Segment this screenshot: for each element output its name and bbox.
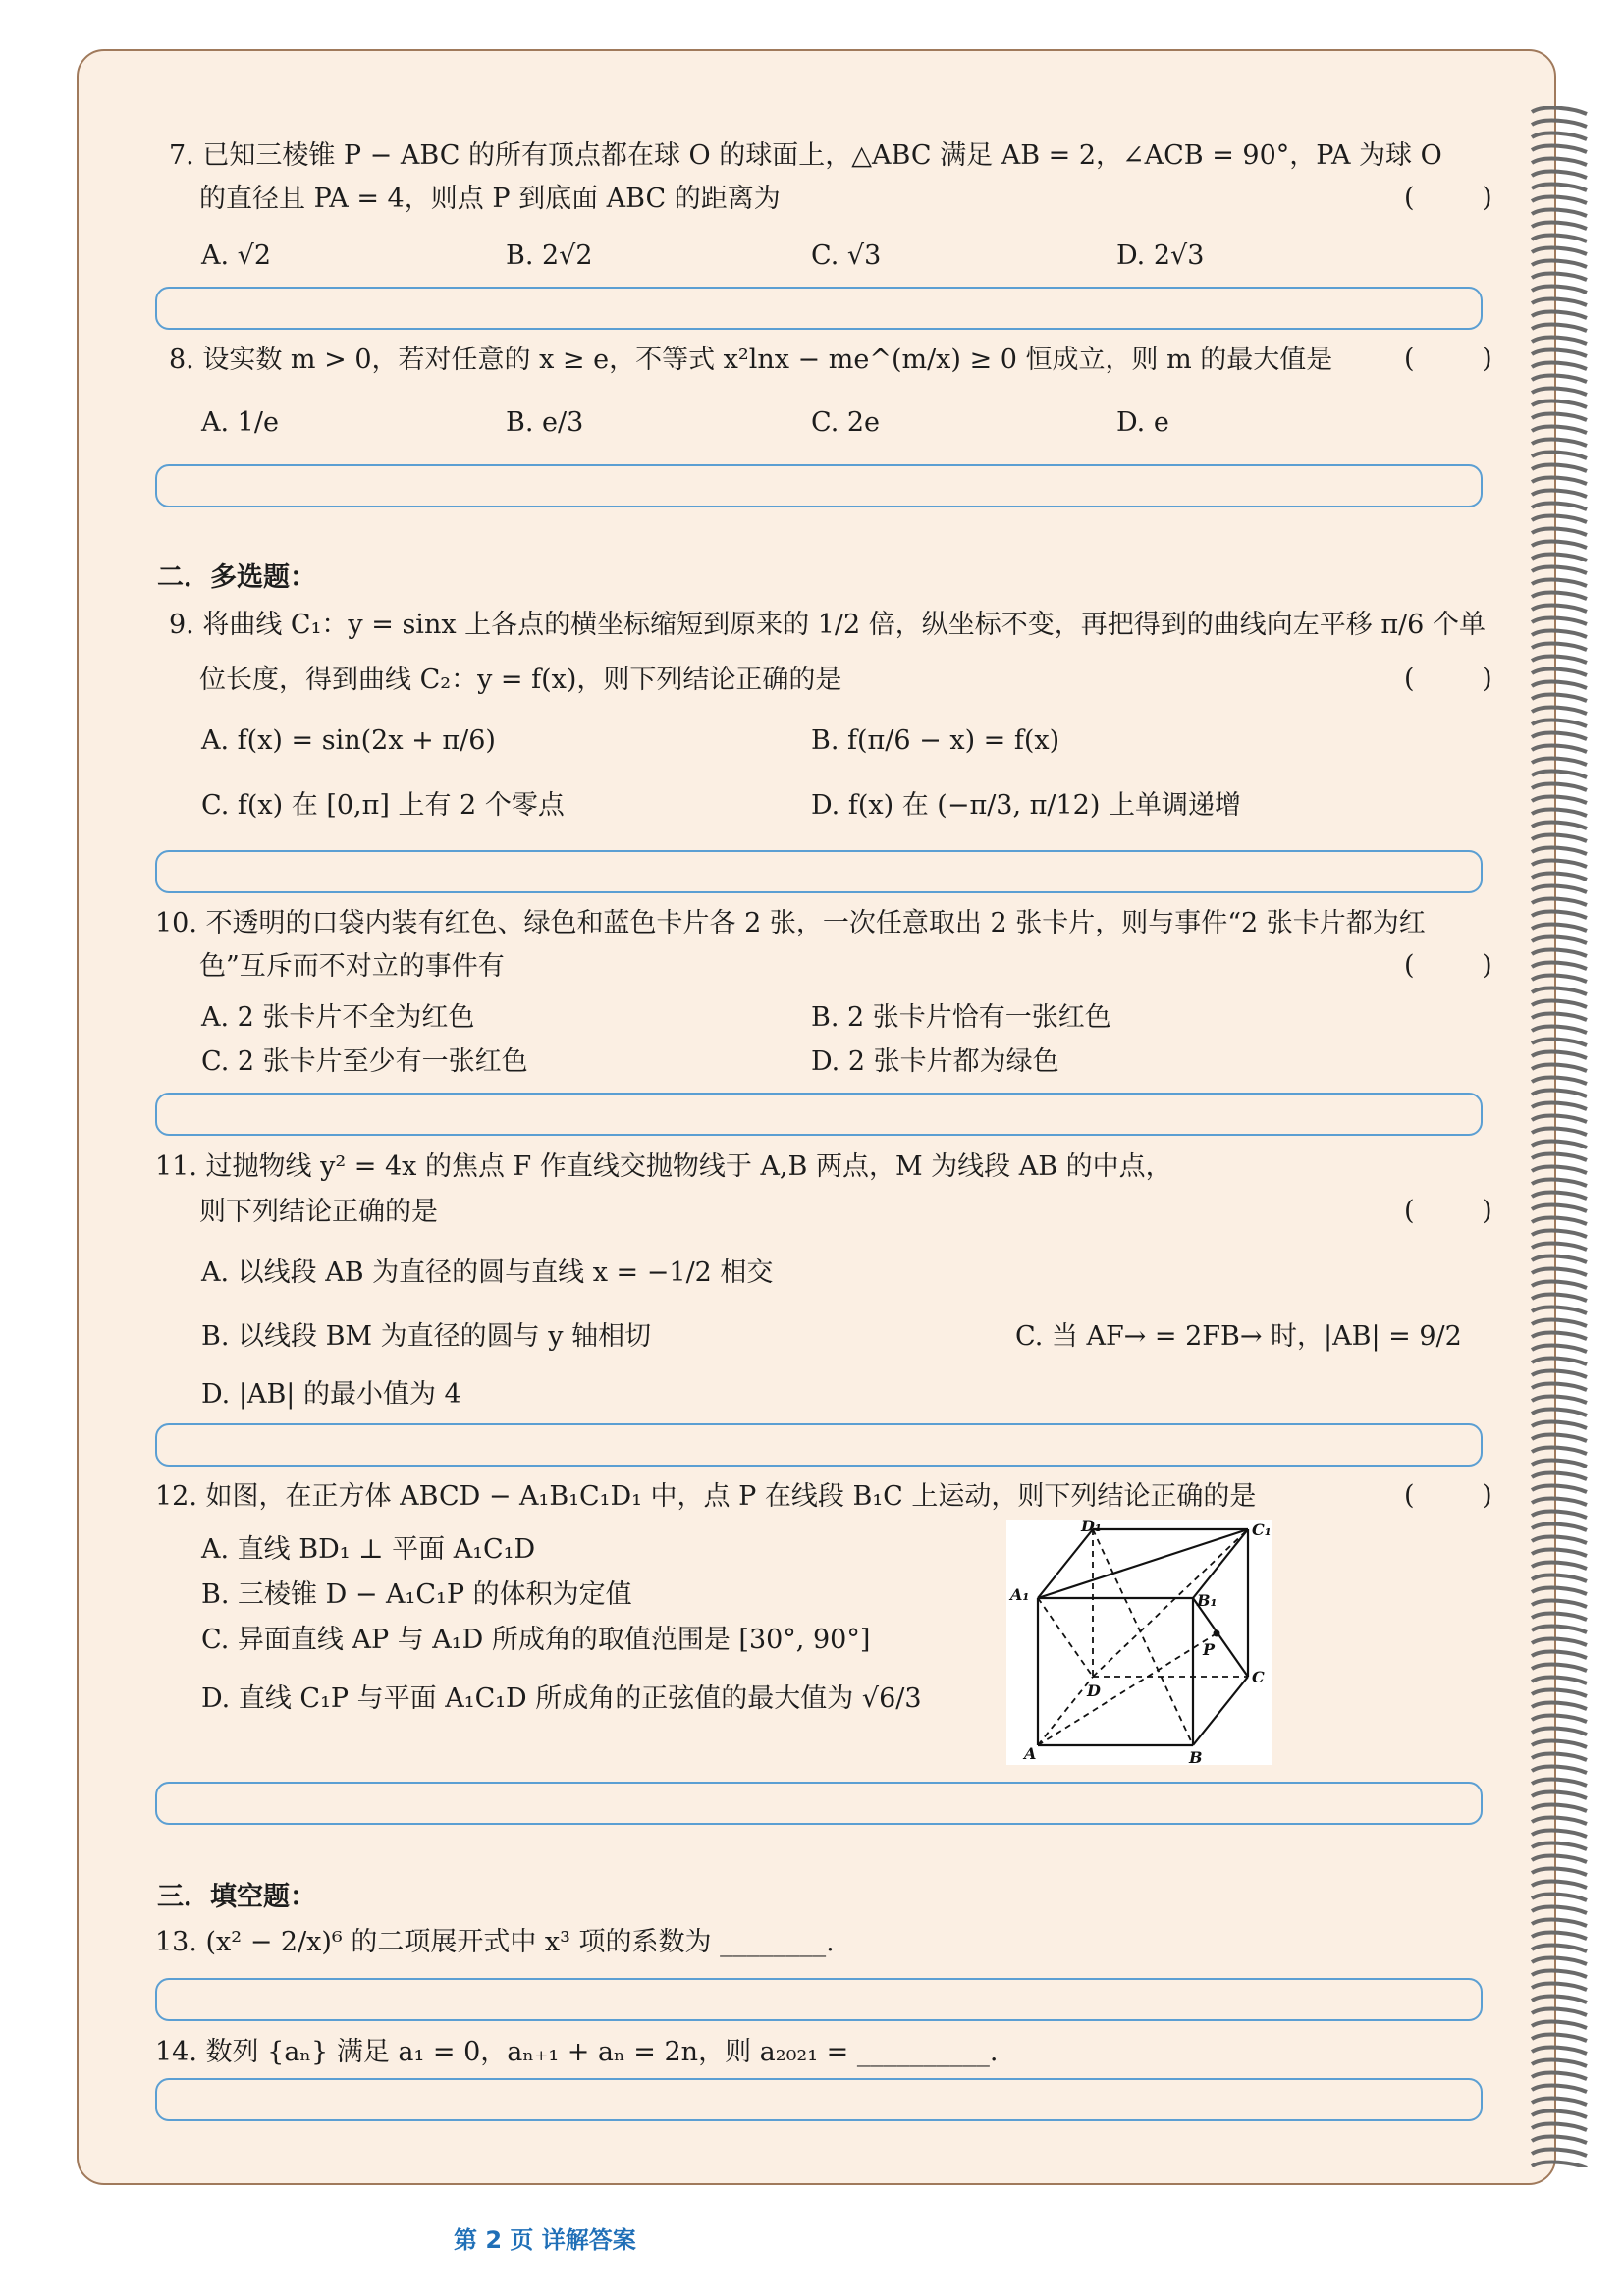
q7-option-d: D. 2√3	[1116, 240, 1205, 271]
q7-answer-box[interactable]	[155, 287, 1483, 330]
q11-answer-box[interactable]	[155, 1423, 1483, 1467]
q10-stem-line2: 色”互斥而不对立的事件有	[199, 951, 505, 982]
q12-answer-bracket: ( )	[1404, 1480, 1522, 1511]
q7-option-b: B. 2√2	[506, 240, 593, 271]
q9-answer-bracket: ( )	[1404, 664, 1522, 694]
q9-option-c: C. f(x) 在 [0,π] 上有 2 个零点	[201, 790, 565, 821]
q7-answer-bracket: ( )	[1404, 183, 1522, 213]
q7-option-c: C. √3	[811, 240, 882, 271]
q9-option-d: D. f(x) 在 (−π/3, π/12) 上单调递增	[811, 790, 1241, 821]
point-p	[1214, 1630, 1220, 1637]
q10-answer-box[interactable]	[155, 1093, 1483, 1136]
q10-option-a: A. 2 张卡片不全为红色	[201, 1002, 475, 1033]
section-fill-in-heading: 三．填空题：	[157, 1882, 316, 1912]
q11-option-b: B. 以线段 BM 为直径的圆与 y 轴相切	[201, 1321, 652, 1352]
q12-option-d: D. 直线 C₁P 与平面 A₁C₁D 所成角的正弦值的最大值为 √6/3	[201, 1683, 922, 1714]
q8-answer-box[interactable]	[155, 464, 1483, 507]
q11-option-a: A. 以线段 AB 为直径的圆与直线 x = −1/2 相交	[201, 1257, 774, 1288]
q11-option-c: C. 当 AF→ = 2FB→ 时，|AB| = 9/2	[1015, 1321, 1462, 1352]
q8-option-a: A. 1/e	[201, 407, 279, 438]
q12-answer-box[interactable]	[155, 1782, 1483, 1825]
q8-answer-bracket: ( )	[1404, 344, 1522, 374]
q8-stem-line1: 8. 设实数 m > 0，若对任意的 x ≥ e，不等式 x²lnx − me^(m/x) ≥ 0 恒成立，则 m 的最大值是	[169, 345, 1333, 375]
label-c: C	[1252, 1668, 1265, 1686]
label-b1: B₁	[1197, 1591, 1218, 1610]
q8-option-b: B. e/3	[506, 407, 584, 438]
q12-option-c: C. 异面直线 AP 与 A₁D 所成角的取值范围是 [30°, 90°]	[201, 1625, 871, 1655]
q9-stem-line2: 位长度，得到曲线 C₂：y = f(x)，则下列结论正确的是	[199, 665, 842, 695]
label-d1: D₁	[1081, 1520, 1102, 1535]
q9-answer-box[interactable]	[155, 850, 1483, 893]
section-multiple-choice-heading: 二．多选题：	[157, 562, 316, 593]
label-b: B	[1189, 1748, 1203, 1765]
q10-option-d: D. 2 张卡片都为绿色	[811, 1046, 1059, 1077]
q7-stem-line1: 7. 已知三棱锥 P − ABC 的所有顶点都在球 O 的球面上，△ABC 满足 AB = 2，∠ACB = 90°，PA 为球 O	[169, 140, 1442, 171]
q8-option-c: C. 2e	[811, 407, 881, 438]
q14-stem: 14. 数列 {aₙ} 满足 a₁ = 0，aₙ₊₁ + aₙ = 2n，则 a₂₀₂₁ = __________.	[155, 2037, 999, 2067]
q10-option-b: B. 2 张卡片恰有一张红色	[811, 1002, 1111, 1033]
q10-answer-bracket: ( )	[1404, 950, 1522, 981]
label-d: D	[1087, 1682, 1101, 1700]
page-footer: 第 2 页 详解答案	[454, 2226, 636, 2254]
q9-option-b: B. f(π/6 − x) = f(x)	[811, 725, 1060, 756]
q13-answer-box[interactable]	[155, 1978, 1483, 2021]
q10-stem-line1: 10. 不透明的口袋内装有红色、绿色和蓝色卡片各 2 张，一次任意取出 2 张卡片，则与事件“2 张卡片都为红	[155, 908, 1426, 938]
q10-option-c: C. 2 张卡片至少有一张红色	[201, 1046, 528, 1077]
label-c1: C₁	[1252, 1521, 1272, 1539]
q13-stem: 13. (x² − 2/x)⁶ 的二项展开式中 x³ 项的系数为 ________.	[155, 1927, 835, 1957]
q7-option-a: A. √2	[201, 240, 272, 271]
label-a: A	[1024, 1744, 1037, 1763]
q11-stem-line2: 则下列结论正确的是	[199, 1197, 438, 1227]
q14-answer-box[interactable]	[155, 2078, 1483, 2121]
q11-stem-line1: 11. 过抛物线 y² = 4x 的焦点 F 作直线交抛物线于 A,B 两点，M 为线段 AB 的中点，	[155, 1151, 1172, 1182]
q9-stem-line1: 9. 将曲线 C₁：y = sinx 上各点的横坐标缩短到原来的 1/2 倍，纵坐标不变，再把得到的曲线向左平移 π/6 个单	[169, 610, 1486, 640]
q9-option-a: A. f(x) = sin(2x + π/6)	[201, 725, 496, 756]
q12-stem-line1: 12. 如图，在正方体 ABCD − A₁B₁C₁D₁ 中，点 P 在线段 B₁C 上运动，则下列结论正确的是	[155, 1481, 1257, 1512]
q11-answer-bracket: ( )	[1404, 1196, 1522, 1226]
q11-option-d: D. |AB| 的最小值为 4	[201, 1379, 461, 1410]
q12-option-b: B. 三棱锥 D − A₁C₁P 的体积为定值	[201, 1579, 632, 1610]
q7-stem-line2: 的直径且 PA = 4，则点 P 到底面 ABC 的距离为	[199, 184, 781, 214]
q12-option-a: A. 直线 BD₁ ⊥ 平面 A₁C₁D	[201, 1534, 536, 1565]
label-a1: A₁	[1010, 1585, 1030, 1604]
cube-figure	[1006, 1520, 1272, 1765]
label-p: P	[1203, 1640, 1216, 1659]
q8-option-d: D. e	[1116, 407, 1169, 438]
